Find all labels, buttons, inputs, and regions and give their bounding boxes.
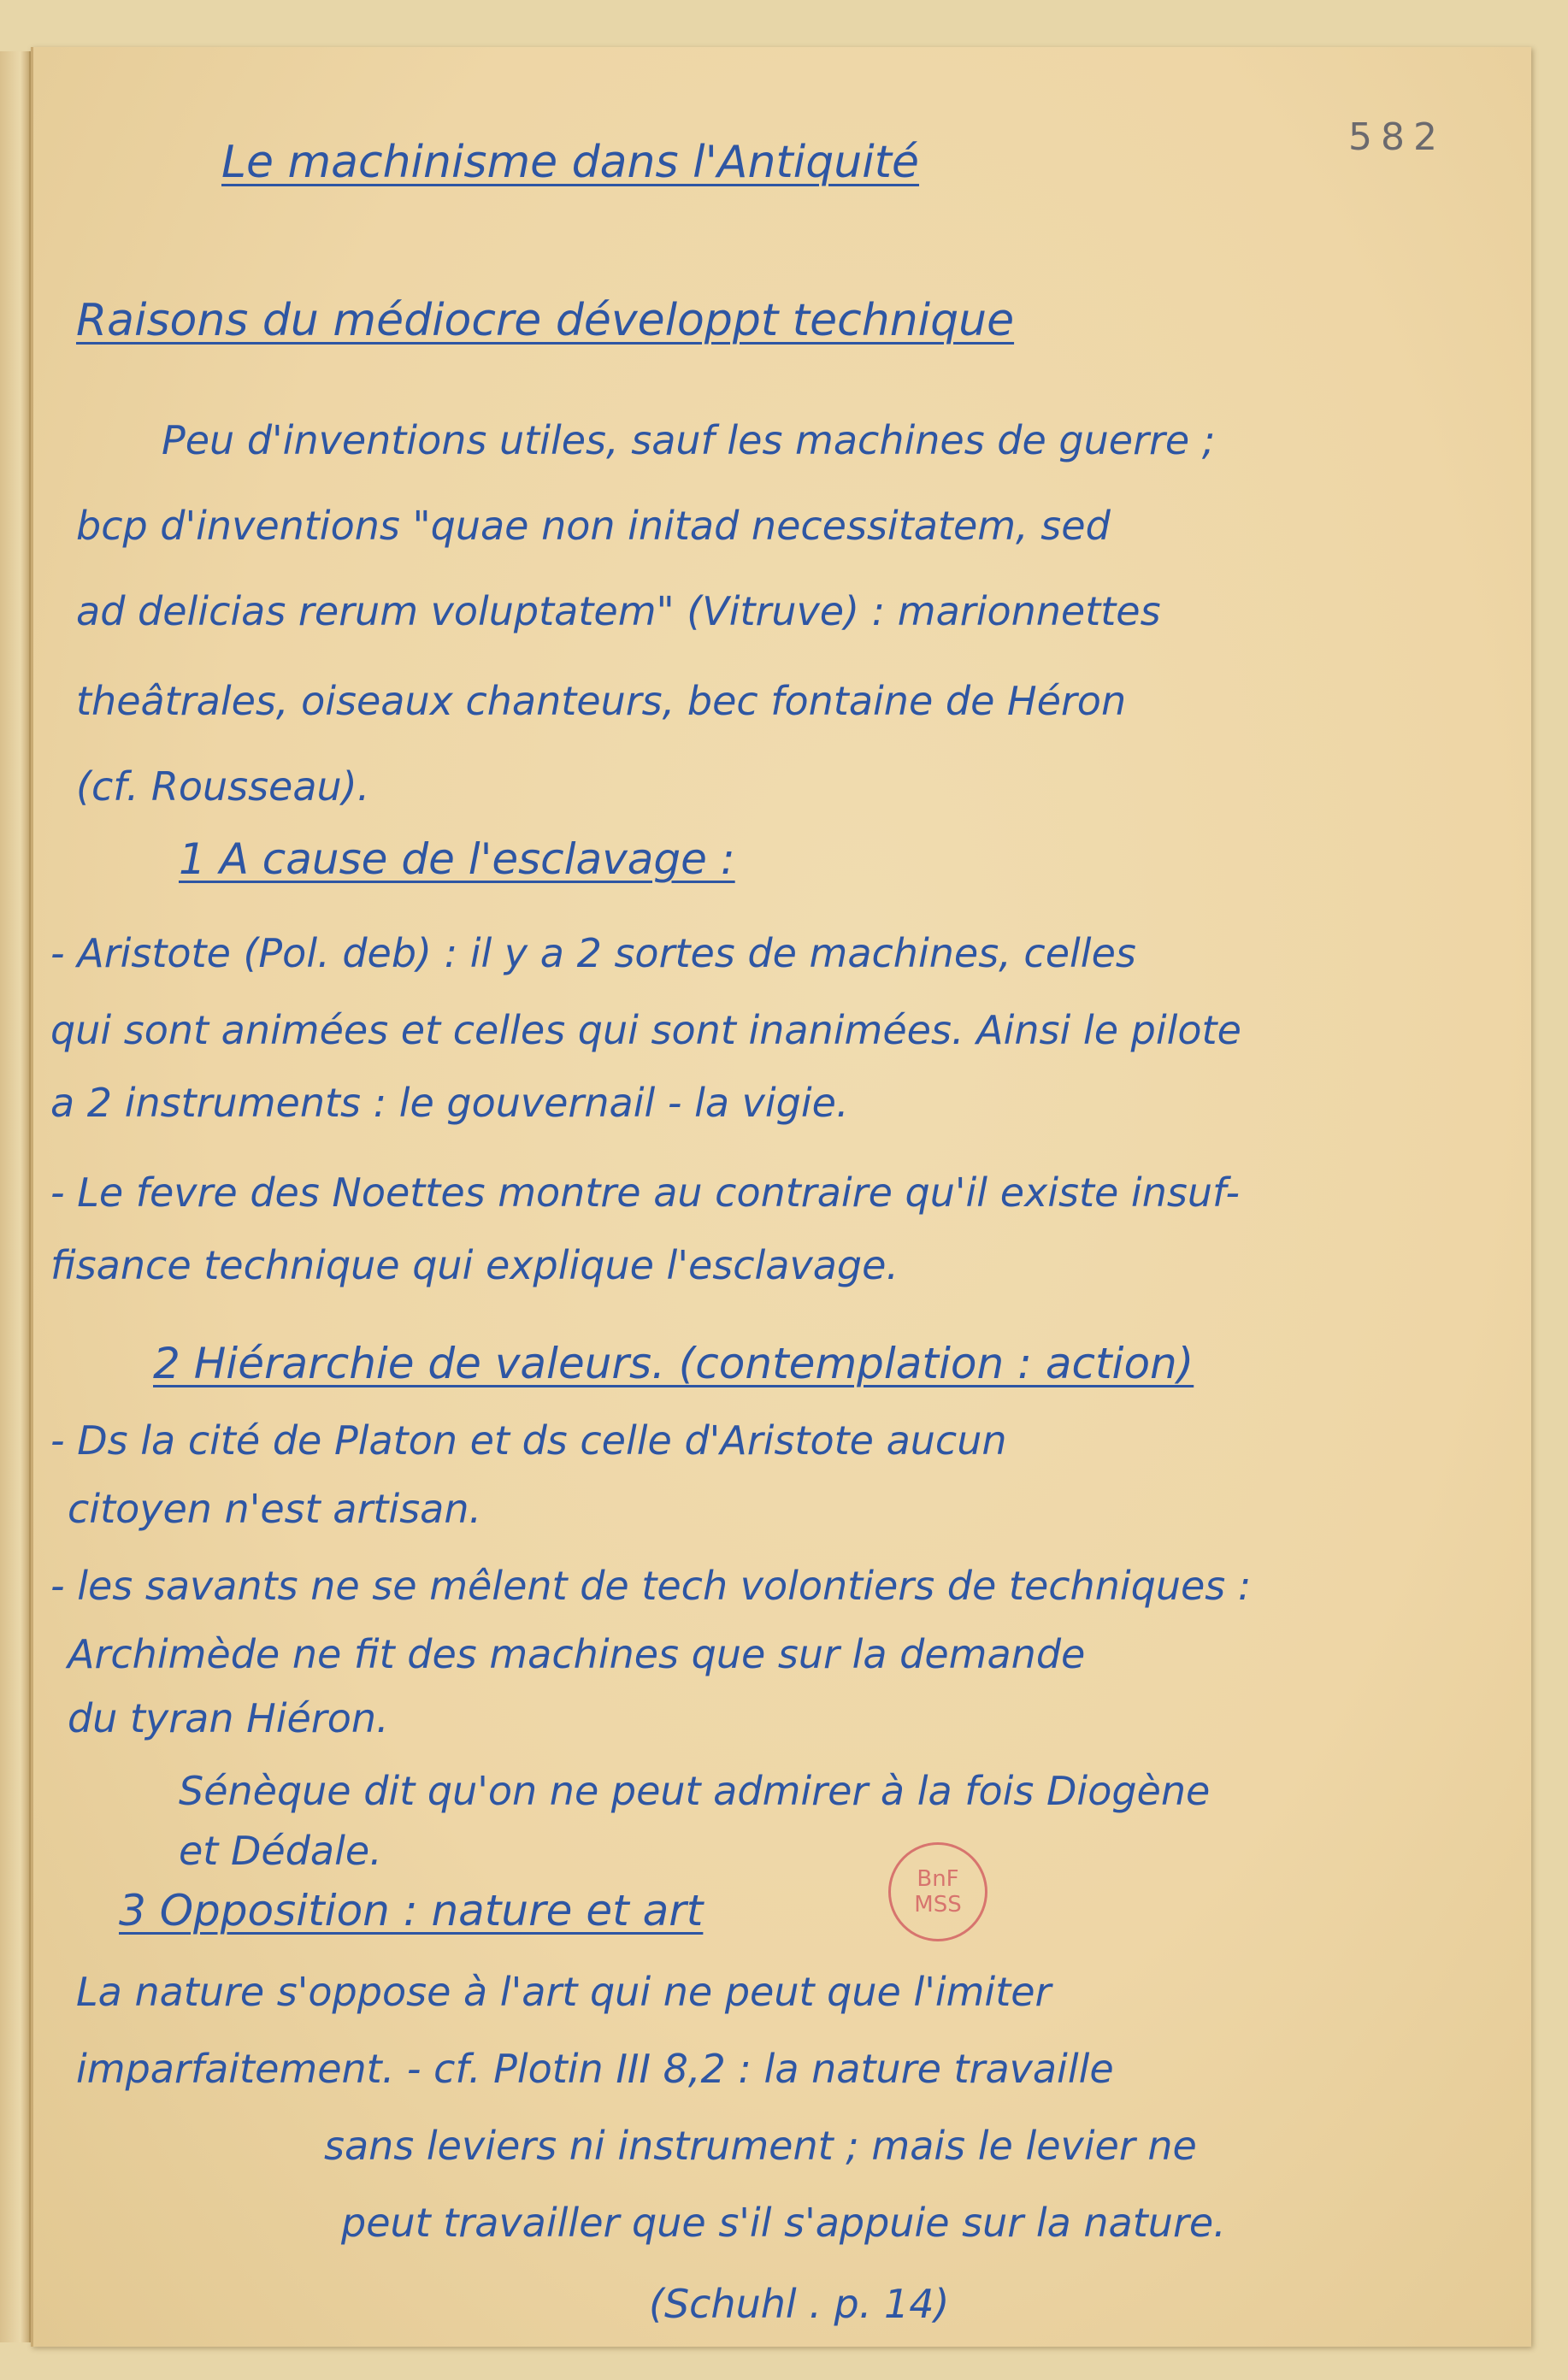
previous-page-edge bbox=[0, 51, 31, 2342]
section-1-heading: 1 A cause de l'esclavage : bbox=[179, 834, 735, 884]
section-1-line: - Le fevre des Noettes montre au contraire qu'il existe insuf- bbox=[50, 1169, 1240, 1216]
section-3-line: peut travailler que s'il s'appuie sur la nature. bbox=[341, 2200, 1226, 2246]
page-title: Le machinisme dans l'Antiquité bbox=[221, 137, 920, 188]
section-1-line: - Aristote (Pol. deb) : il y a 2 sortes de machines, celles bbox=[50, 930, 1136, 976]
section-3-line: sans leviers ni instrument ; mais le levier ne bbox=[324, 2123, 1197, 2169]
intro-line: (cf. Rousseau). bbox=[76, 763, 370, 810]
bnf-library-stamp bbox=[888, 1842, 987, 1941]
stamp-line: MSS bbox=[914, 1892, 962, 1918]
stamp-line: BnF bbox=[917, 1866, 959, 1892]
page-number: 582 bbox=[1348, 115, 1446, 159]
section-1-line: a 2 instruments : le gouvernail - la vigie. bbox=[50, 1080, 849, 1126]
intro-line: bcp d'inventions "quae non initad necessitatem, sed bbox=[76, 503, 1111, 549]
section-3-heading: 3 Opposition : nature et art bbox=[119, 1886, 704, 1935]
section-2-line: - les savants ne se mêlent de tech volontiers de techniques : bbox=[50, 1563, 1252, 1609]
section-2-line: et Dédale. bbox=[179, 1828, 382, 1874]
section-2-heading: 2 Hiérarchie de valeurs. (contemplation : action) bbox=[153, 1339, 1194, 1388]
section-2-line: Sénèque dit qu'on ne peut admirer à la fois Diogène bbox=[179, 1768, 1211, 1814]
section-1-line: qui sont animées et celles qui sont inanimées. Ainsi le pilote bbox=[50, 1007, 1241, 1053]
section-3-line: La nature s'oppose à l'art qui ne peut que l'imiter bbox=[76, 1969, 1052, 2015]
section-2-line: du tyran Hiéron. bbox=[68, 1695, 389, 1741]
intro-line: theâtrales, oiseaux chanteurs, bec fontaine de Héron bbox=[76, 678, 1127, 724]
reference-citation: (Schuhl . p. 14) bbox=[649, 2281, 950, 2327]
section-1-line: fisance technique qui explique l'esclavage. bbox=[50, 1242, 899, 1288]
manuscript-page bbox=[31, 47, 1531, 2347]
section-2-line: citoyen n'est artisan. bbox=[68, 1486, 482, 1532]
intro-line: Peu d'inventions utiles, sauf les machines de guerre ; bbox=[162, 417, 1216, 463]
section-2-line: Archimède ne fit des machines que sur la demande bbox=[68, 1631, 1086, 1677]
section-subtitle: Raisons du médiocre développt technique bbox=[76, 295, 1015, 346]
section-3-line: imparfaitement. - cf. Plotin III 8,2 : la nature travaille bbox=[76, 2046, 1114, 2092]
section-2-line: - Ds la cité de Platon et ds celle d'Aristote aucun bbox=[50, 1417, 1007, 1464]
intro-line: ad delicias rerum voluptatem" (Vitruve) : marionnettes bbox=[76, 588, 1161, 634]
